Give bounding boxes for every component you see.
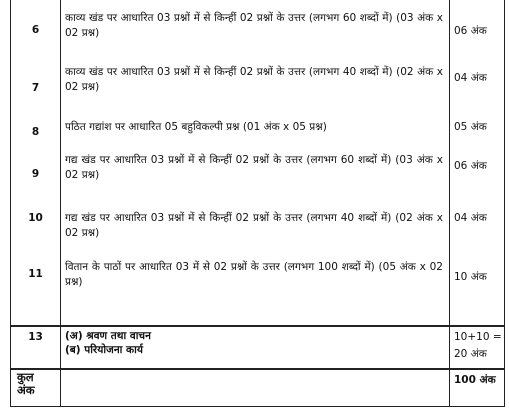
- question-description: काव्य खंड पर आधारित 03 प्रश्नों में से किन्हीं 02 प्रश्नों के उत्तर (लगभग 60 शब्दों में) (03 अंक x 02 प्रश्न): [65, 12, 443, 39]
- total-row: [11, 369, 505, 407]
- total-empty-cell: [61, 369, 450, 407]
- question-description-cell: [61, 149, 450, 201]
- total-label-cell: [11, 369, 61, 407]
- question-number-cell: [11, 0, 61, 61]
- total-label-unit: अंक: [17, 383, 35, 397]
- total-marks-cell: [450, 369, 505, 407]
- marks-value: 20 अंक: [454, 348, 487, 360]
- marks-value: 05 अंक: [454, 121, 487, 133]
- question-number-cell: [11, 107, 61, 149]
- marks-cell: [450, 0, 505, 61]
- marks-distribution-table: [10, 0, 505, 407]
- question-description: गद्य खंड पर आधारित 03 प्रश्नों में से किन्हीं 02 प्रश्नों के उत्तर (लगभग 60 शब्दों में) (03 अंक x 02 प्रश्न): [65, 154, 443, 181]
- marks-cell: [450, 149, 505, 201]
- marks-cell: [450, 107, 505, 149]
- table-row: [11, 253, 505, 326]
- question-number: 9: [31, 168, 40, 180]
- question-number: 13: [28, 331, 43, 343]
- marks-value: 10 अंक: [454, 271, 487, 283]
- question-description: पठित गद्यांश पर आधारित 05 बहुविकल्पी प्रश्न (01 अंक x 05 प्रश्न): [65, 121, 327, 133]
- question-number: 7: [31, 82, 40, 94]
- table-row: [11, 0, 505, 61]
- question-number: 6: [31, 24, 40, 36]
- marks-value: 06 अंक: [454, 160, 487, 172]
- question-description: गद्य खंड पर आधारित 03 प्रश्नों में से किन्हीं 02 प्रश्नों के उत्तर (लगभग 40 शब्दों में) (02 अंक x 02 प्रश्न): [65, 212, 443, 239]
- table-row: [11, 149, 505, 201]
- marks-value: 04 अंक: [454, 212, 487, 224]
- project-work-label: (ब) परियोजना कार्य: [65, 344, 143, 356]
- marks-cell: [450, 201, 505, 253]
- question-number-cell: [11, 326, 61, 369]
- question-number-cell: [11, 253, 61, 326]
- question-description-cell: [61, 0, 450, 61]
- question-number: 8: [31, 126, 40, 138]
- listening-speaking-label: (अ) श्रवण तथा वाचन: [65, 330, 151, 342]
- question-description-cell: [61, 253, 450, 326]
- question-number-cell: [11, 149, 61, 201]
- marks-cell: [450, 253, 505, 326]
- marks-cell: [450, 326, 505, 369]
- table-row: [11, 107, 505, 149]
- question-description-cell: [61, 61, 450, 107]
- marks-cell: [450, 61, 505, 107]
- question-number: 11: [28, 268, 43, 280]
- question-description: वितान के पाठों पर आधारित 03 में से 02 प्रश्नों के उत्तर (लगभग 100 शब्दों में) (05 अंक x 02 प्रश्न): [65, 261, 443, 288]
- marks-value: 06 अंक: [454, 25, 487, 37]
- total-marks-value: 100 अंक: [454, 374, 496, 386]
- table-row: [11, 326, 505, 369]
- marks-formula: 10+10 =: [454, 331, 502, 343]
- question-number: 10: [28, 212, 43, 224]
- marks-value: 04 अंक: [454, 72, 487, 84]
- question-number-cell: [11, 201, 61, 253]
- total-label: कुल: [17, 370, 34, 384]
- question-number-cell: [11, 61, 61, 107]
- question-description-cell: [61, 201, 450, 253]
- question-description: काव्य खंड पर आधारित 03 प्रश्नों में से किन्हीं 02 प्रश्नों के उत्तर (लगभग 40 शब्दों में) (02 अंक x 02 प्रश्न): [65, 66, 443, 93]
- table-row: [11, 201, 505, 253]
- table-row: [11, 61, 505, 107]
- question-description-cell: [61, 107, 450, 149]
- question-description-cell: [61, 326, 450, 369]
